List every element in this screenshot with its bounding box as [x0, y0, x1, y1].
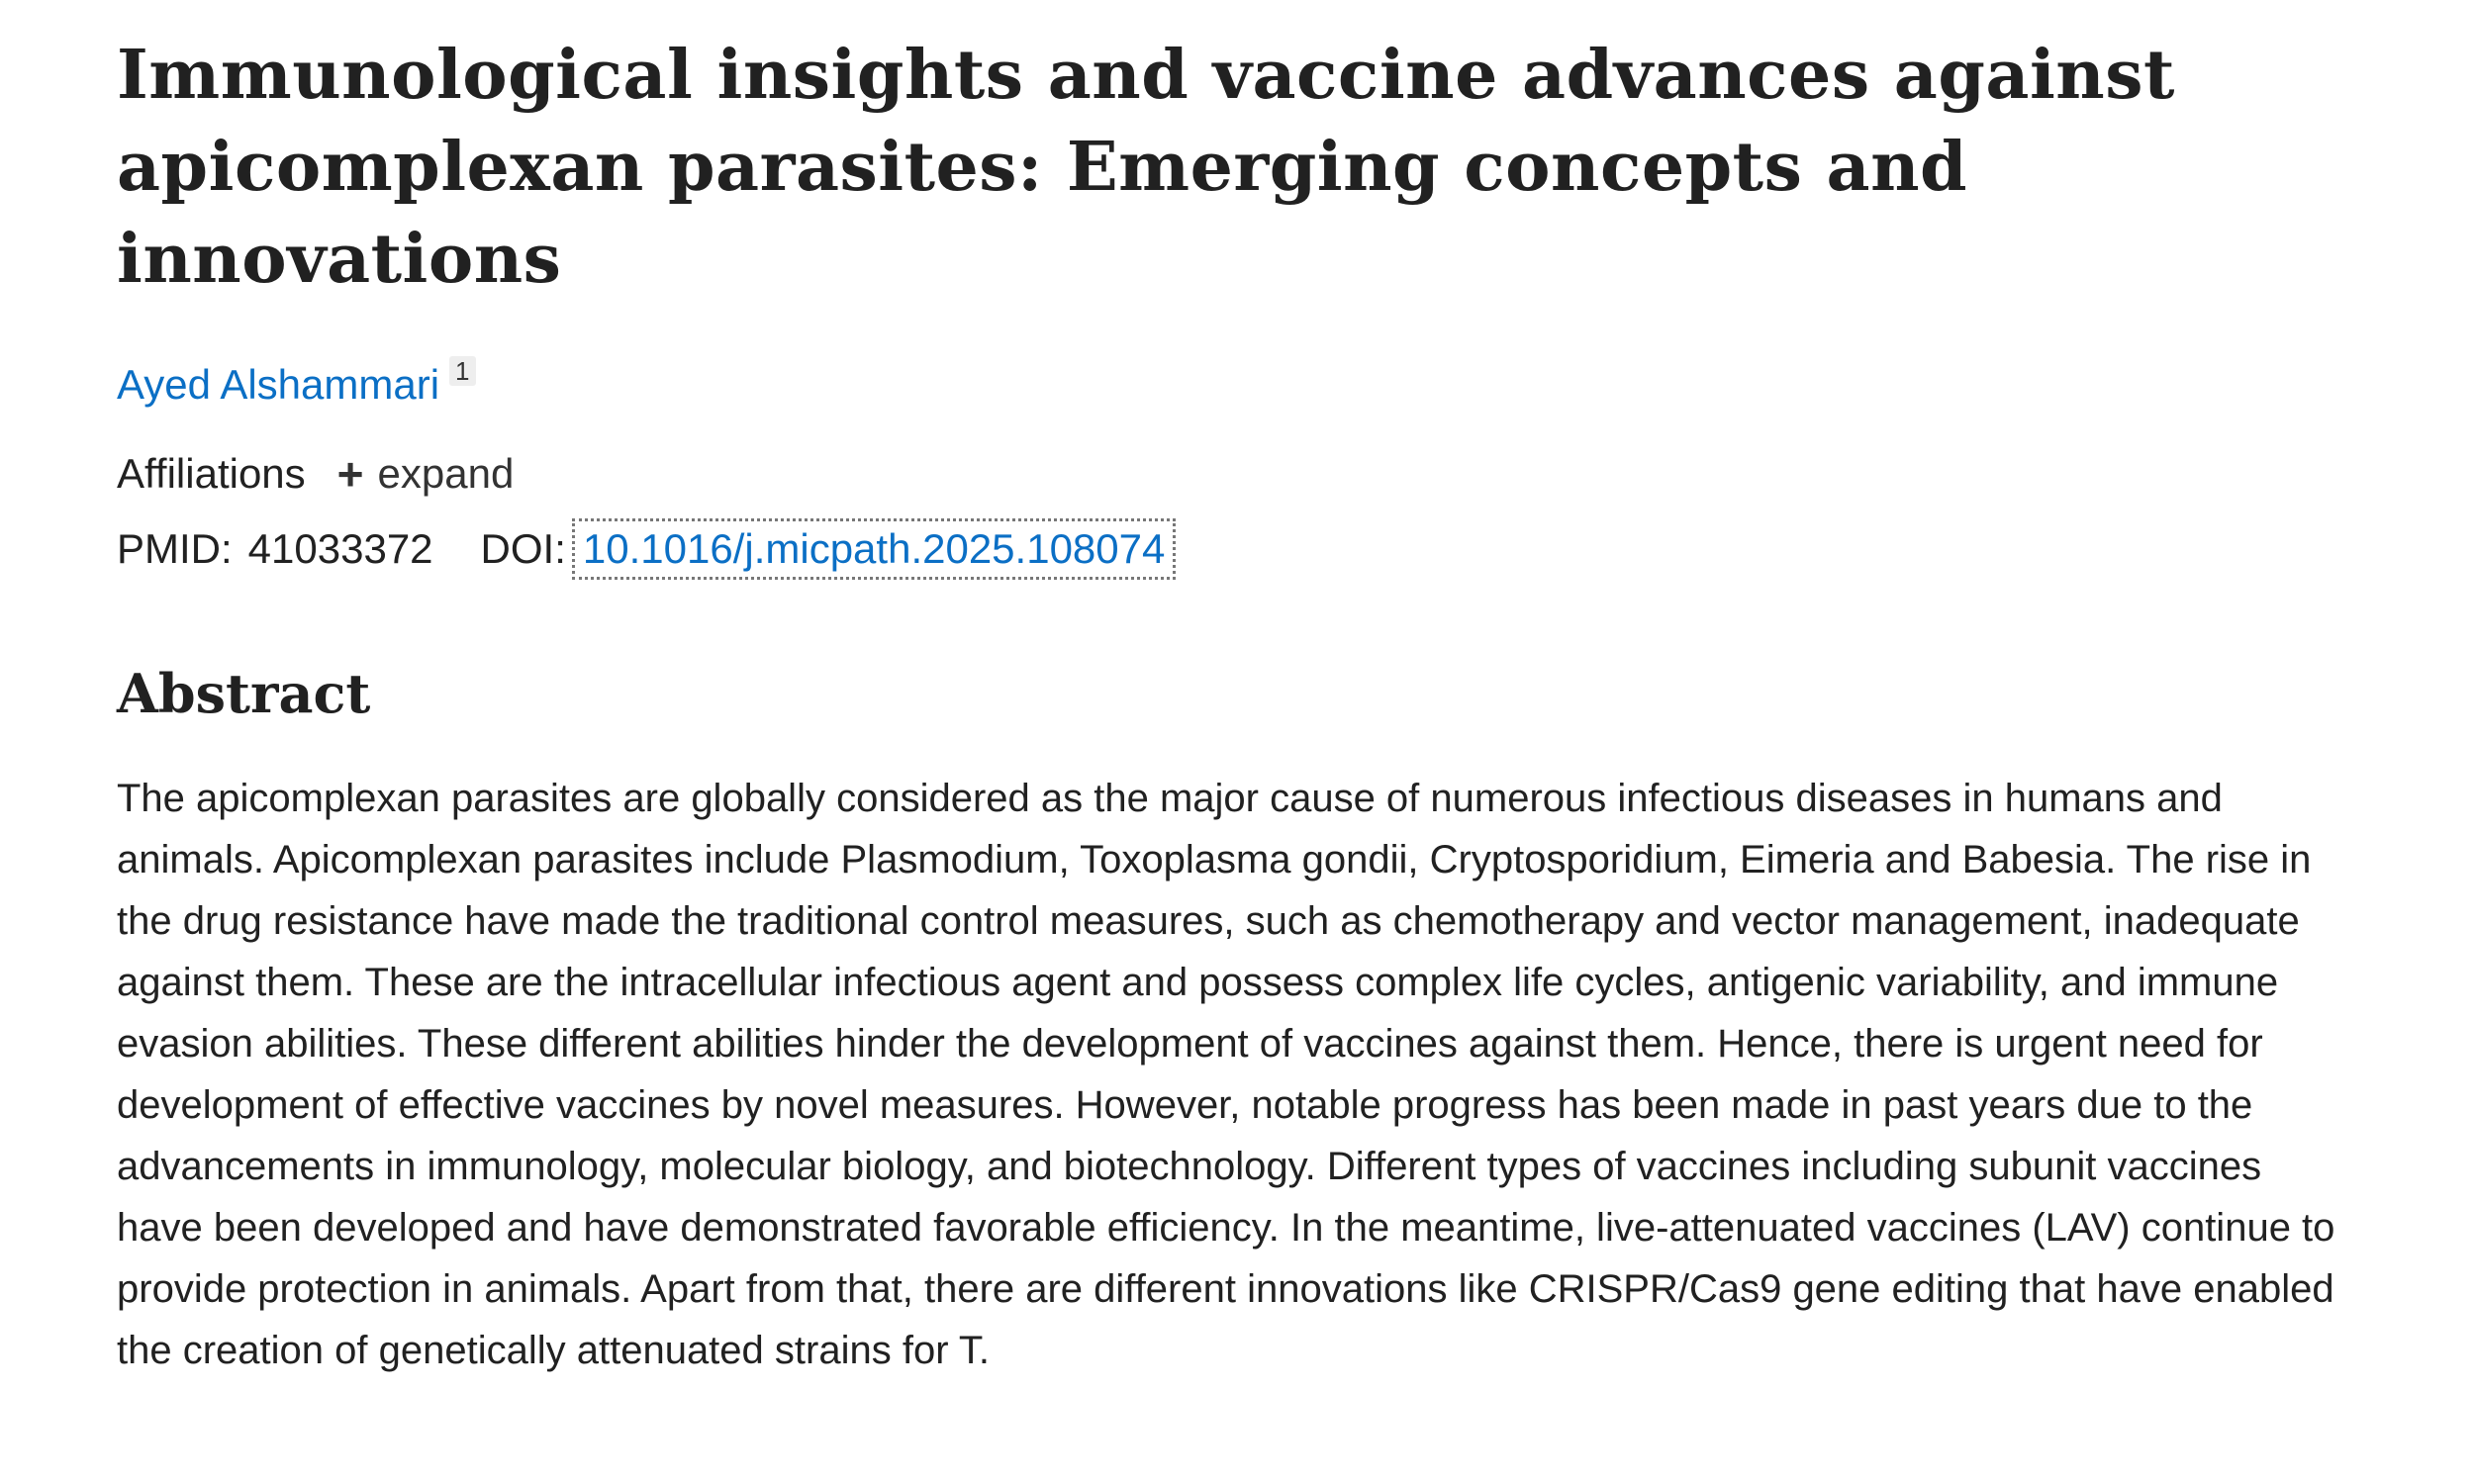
abstract-text: The apicomplexan parasites are globally considered as the major cause of numerous infectious diseases in humans and animals. Apicomplexan parasites include Plasmodium, Toxoplasma gondii, Cryptosporidium, Eimeria and Babesia. The rise in the drug resistance have made the traditional control measures, such as chemotherapy and vector management, inadequate against them. These are the intracellular infectious agent and possess complex life cycles, antigenic variability, and immune evasion abilities. These different abilities hinder the development of vaccines against them. Hence, there is urgent need for development of effective vaccines by novel measures. However, notable progress has been made in past years due to the advancements in immunology, molecular biology, and biotechnology. Different types of vaccines including subunit vaccines have been developed and have demonstrated favorable efficiency. In the meantime, live-attenuated vaccines (LAV) continue to provide protection in animals. Apart from that, there are different innovations like CRISPR/Cas9 gene editing that have enabled the creation of genetically attenuated strains for T.: [117, 777, 2335, 1372]
pmid-value: 41033372: [247, 525, 433, 572]
author-link[interactable]: Ayed Alshammari: [117, 361, 440, 408]
doi-link[interactable]: 10.1016/j.micpath.2025.108074: [572, 518, 1176, 580]
article-page: [117, 30, 2363, 1381]
expand-label: expand: [377, 450, 515, 497]
affiliations-row: [117, 449, 2363, 499]
pmid-label: PMID:: [117, 525, 233, 572]
affiliations-expand-button[interactable]: [337, 449, 515, 499]
affiliation-ref-badge[interactable]: 1: [449, 356, 475, 386]
abstract-heading: Abstract: [117, 662, 371, 725]
article-title: Immunological insights and vaccine advances against apicomplexan parasites: Emerging concepts and innovations: [117, 36, 2175, 299]
plus-icon: +: [336, 448, 364, 500]
affiliations-label: Affiliations: [117, 450, 306, 497]
identifiers-row: [117, 518, 2363, 580]
author-list: [117, 356, 2363, 410]
doi-label: DOI:: [480, 525, 566, 572]
